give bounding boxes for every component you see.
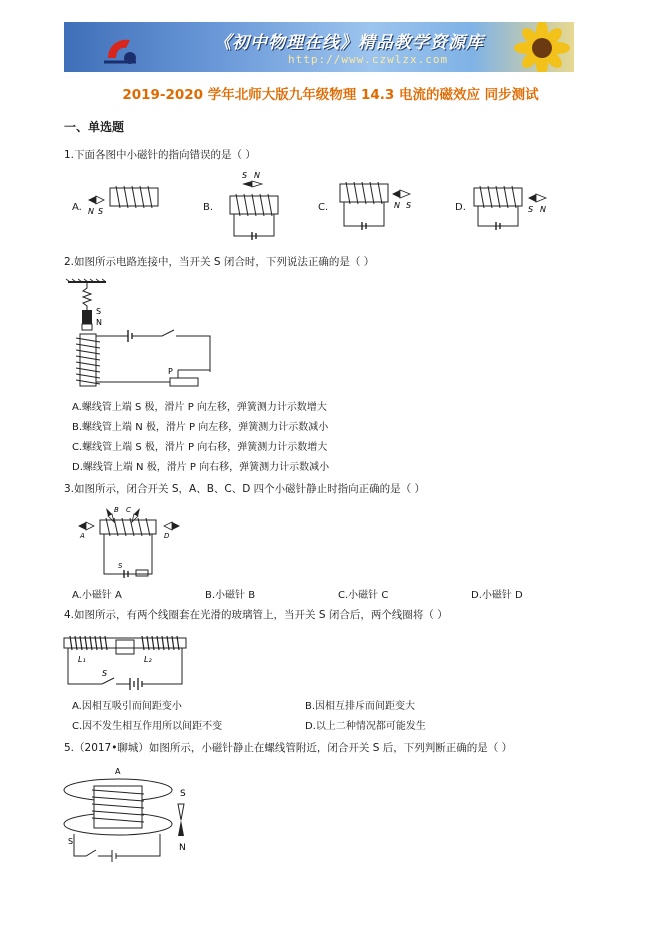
header-banner bbox=[64, 22, 574, 72]
q2-option-c[interactable]: C.螺线管上端 S 极，滑片 P 向右移，弹簧测力计示数增大 bbox=[72, 442, 328, 453]
spring-scale-icon bbox=[83, 282, 91, 310]
magnet-s bbox=[82, 310, 92, 324]
magnet-n bbox=[82, 324, 92, 330]
question-1-text: 1.下面各图中小磁针的指向错误的是（ ） bbox=[64, 149, 256, 161]
question-4-text: 4.如图所示，有两个线圈套在光滑的玻璃管上，当开关 S 闭合后，两个线圈将（ ） bbox=[64, 609, 448, 621]
q3-figure bbox=[76, 502, 186, 582]
document-title: 2019-2020 学年北师大版九年级物理 14.3 电流的磁效应 同步测试 bbox=[122, 87, 539, 103]
switch-label: S bbox=[118, 562, 123, 570]
site-url[interactable]: http://www.czwlzx.com bbox=[288, 53, 449, 66]
q2-option-d[interactable]: D.螺线管上端 N 极，滑片 P 向右移，弹簧测力计示数减小 bbox=[72, 462, 330, 473]
pole-label: S bbox=[406, 201, 412, 210]
switch-icon bbox=[74, 834, 96, 856]
needle-label: A bbox=[80, 532, 85, 540]
battery-icon bbox=[128, 330, 132, 342]
battery-icon bbox=[130, 678, 142, 690]
compass-needle-icon bbox=[528, 194, 536, 202]
magnet-pole-label: S bbox=[96, 307, 102, 316]
q1-label-b: B. bbox=[203, 202, 214, 213]
question-2-text: 2.如图所示电路连接中，当开关 S 闭合时，下列说法正确的是（ ） bbox=[64, 256, 375, 268]
q3-option-c[interactable]: C.小磁针 C bbox=[338, 590, 389, 601]
q3-option-d[interactable]: D.小磁针 D bbox=[471, 590, 523, 601]
q1-figure-a bbox=[86, 178, 170, 218]
q4-option-c[interactable]: C.因不发生相互作用所以间距不变 bbox=[72, 721, 223, 732]
slider-label: P bbox=[168, 367, 173, 376]
question-3-text: 3.如图所示，闭合开关 S，A、B、C、D 四个小磁针静止时指向正确的是（ ） bbox=[64, 483, 425, 495]
q2-figure bbox=[62, 278, 222, 396]
pole-label: N bbox=[88, 207, 94, 216]
q1-label-d: D. bbox=[455, 202, 466, 213]
q1-figure-c bbox=[332, 176, 422, 234]
coil-label: L₂ bbox=[144, 655, 152, 664]
compass-needle-icon bbox=[242, 181, 252, 187]
pole-label: N bbox=[394, 201, 400, 210]
q4-option-d[interactable]: D.以上二种情况都可能发生 bbox=[305, 721, 426, 732]
rheostat bbox=[170, 378, 198, 386]
section-heading: 一、单选题 bbox=[64, 120, 125, 134]
pole-label: N bbox=[254, 171, 260, 180]
switch-label: S bbox=[68, 837, 74, 846]
q1-figure-b bbox=[220, 170, 290, 242]
q5-figure bbox=[60, 764, 220, 868]
compass-needle-icon bbox=[172, 522, 180, 530]
q1-label-c: C. bbox=[318, 202, 329, 213]
rheostat bbox=[136, 570, 148, 576]
q4-figure bbox=[60, 628, 190, 694]
compass-needle-icon bbox=[78, 522, 86, 530]
q2-option-b[interactable]: B.螺线管上端 N 极，滑片 P 向左移，弹簧测力计示数减小 bbox=[72, 422, 329, 433]
sunflower-icon bbox=[502, 22, 574, 72]
compass-needle-icon bbox=[88, 196, 96, 204]
needle-pole-label: S bbox=[180, 789, 186, 799]
q3-option-a[interactable]: A.小磁针 A bbox=[72, 590, 122, 601]
compass-needle-icon bbox=[178, 804, 184, 820]
site-title: 《初中物理在线》精品教学资源库 bbox=[214, 33, 484, 53]
pole-label: N bbox=[540, 205, 546, 214]
site-logo-icon bbox=[100, 28, 140, 68]
q1-label-a: A. bbox=[72, 202, 82, 213]
q3-option-b[interactable]: B.小磁针 B bbox=[205, 590, 256, 601]
needle-pole-label: N bbox=[179, 843, 186, 853]
point-label: A bbox=[115, 767, 121, 776]
needle-label: D bbox=[164, 532, 170, 540]
needle-label: B bbox=[114, 506, 119, 514]
question-5-text: 5.（2017•聊城）如图所示，小磁针静止在螺线管附近，闭合开关 S 后，下列判断正确的是（ ） bbox=[64, 742, 513, 754]
q2-option-a[interactable]: A.螺线管上端 S 极，滑片 P 向左移，弹簧测力计示数增大 bbox=[72, 402, 327, 413]
magnet-pole-label: N bbox=[96, 318, 102, 327]
switch-icon bbox=[132, 330, 174, 336]
switch-label: S bbox=[102, 669, 108, 678]
q4-option-b[interactable]: B.因相互排斥而间距变大 bbox=[305, 701, 416, 712]
coil-label: L₁ bbox=[78, 655, 86, 664]
solenoid bbox=[80, 334, 96, 386]
pole-label: S bbox=[98, 207, 104, 216]
compass-needle-icon bbox=[392, 190, 400, 198]
q1-figure-d bbox=[468, 180, 558, 232]
needle-label: C bbox=[126, 506, 131, 514]
q4-option-a[interactable]: A.因相互吸引而间距变小 bbox=[72, 701, 182, 712]
switch-icon bbox=[102, 678, 114, 684]
pole-label: S bbox=[242, 171, 248, 180]
pole-label: S bbox=[528, 205, 534, 214]
